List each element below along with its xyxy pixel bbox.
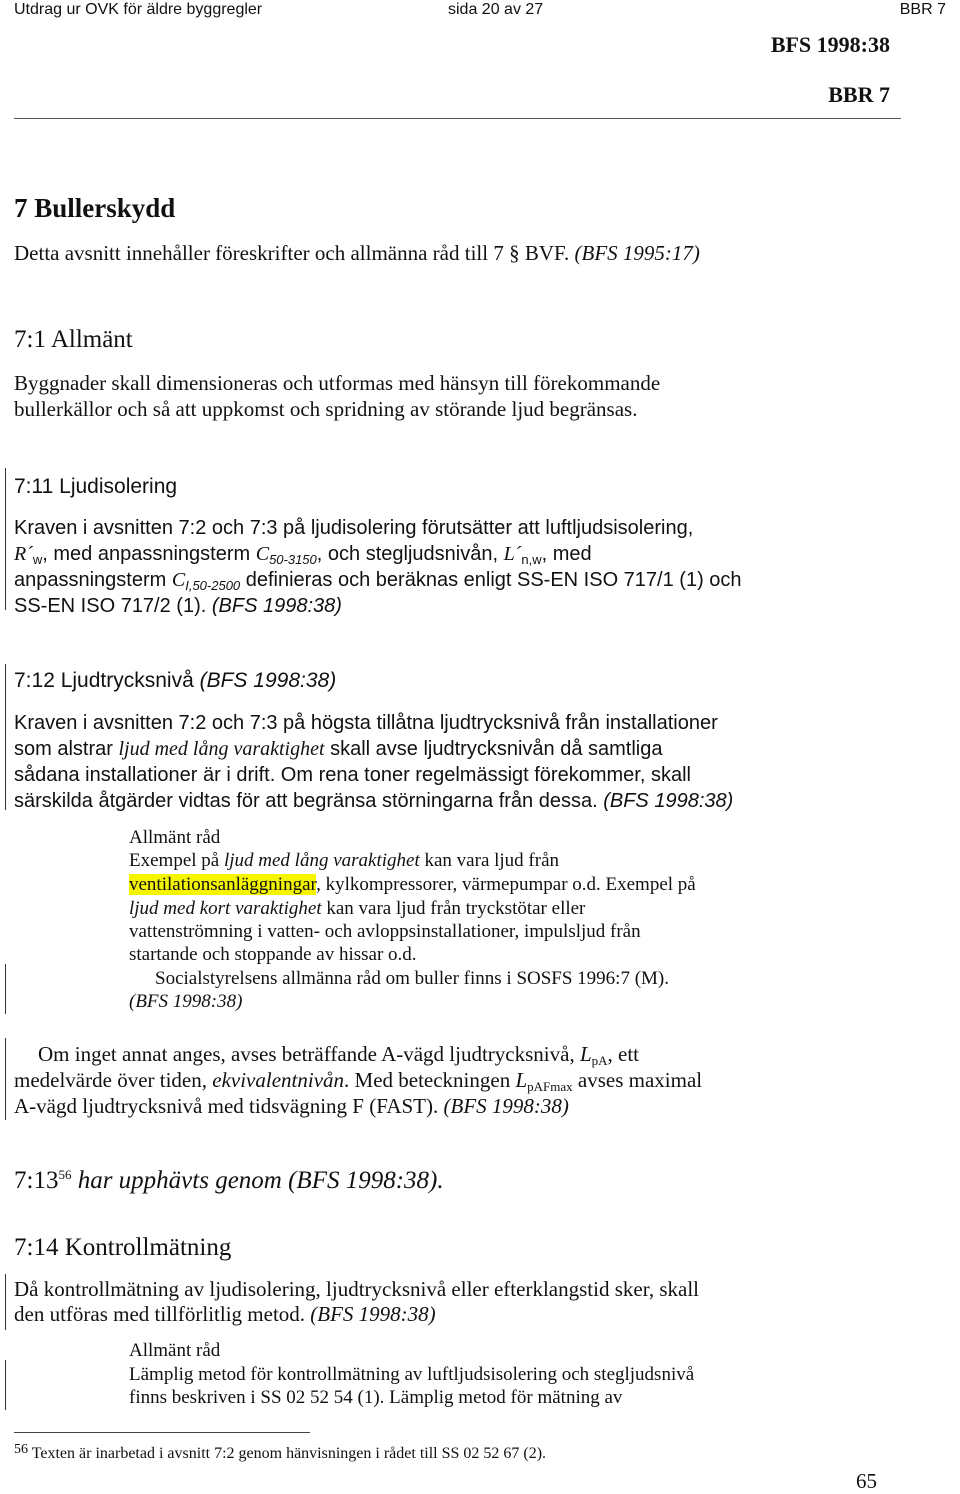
paragraph-line: Kraven i avsnitten 7:2 och 7:3 på högsta tillåtna ljudtrycksnivå från installationer: [14, 712, 718, 734]
header-code: BBR 7: [899, 1, 946, 18]
footnote-rule: [14, 1432, 310, 1433]
section-intro: Detta avsnitt innehåller föreskrifter och allmänna råd till 7 § BVF. (BFS 1995:17): [14, 241, 700, 265]
paragraph-line: som alstrar ljud med lång varaktighet skall avse ljudtrycksnivån då samtliga: [14, 738, 663, 760]
paragraph-line: Byggnader skall dimensioneras och utformas med hänsyn till förekommande: [14, 371, 661, 395]
advice-line: Exempel på ljud med lång varaktighet kan vara ljud från: [129, 850, 560, 871]
paragraph-line: Om inget annat anges, avses beträffande A-vägd ljudtrycksnivå, LpA, ett: [38, 1042, 640, 1068]
change-bar: [5, 664, 6, 810]
advice-line: startande och stoppande av hissar o.d.: [129, 944, 417, 965]
paragraph-line: sådana installationer är i drift. Om rena toner regelmässigt förekommer, skall: [14, 764, 691, 786]
page-number: 65: [856, 1469, 877, 1493]
paragraph-line: SS-EN ISO 717/2 (1). (BFS 1998:38): [14, 595, 342, 617]
header-page-indicator: sida 20 av 27: [448, 1, 544, 18]
advice-line: Socialstyrelsens allmänna råd om buller finns i SOSFS 1996:7 (M).: [155, 968, 670, 989]
paragraph-line: bullerkällor och så att uppkomst och spridning av störande ljud begränsas.: [14, 397, 638, 421]
footnote: 56 Texten är inarbetad i avsnitt 7:2 genom hänvisningen i rådet till SS 02 52 67 (2).: [14, 1442, 547, 1462]
advice-line: Lämplig metod för kontrollmätning av luftljudsisolering och stegljudsnivå: [129, 1364, 695, 1385]
paragraph-line: särskilda åtgärder vidtas för att begränsa störningarna från dessa. (BFS 1998:38): [14, 790, 734, 812]
paragraph-line: anpassningsterm $C_{I,50-2500}$ definieras och beräknas enligt SS-EN ISO 717/1 (1) och: [14, 569, 742, 593]
heading-7-1: 7:1 Allmänt: [14, 326, 133, 353]
paragraph-line: den utföras med tillförlitlig metod. (BFS 1998:38): [14, 1302, 436, 1326]
header-bbr: BBR 7: [828, 82, 890, 107]
highlighted-term: ventilationsanläggningar: [129, 874, 317, 895]
heading-7-11: 7:11 Ljudisolering: [14, 475, 178, 498]
advice-line: ventilationsanläggningar, kylkompressorer, värmepumpar o.d. Exempel på: [129, 874, 696, 895]
change-bar: [5, 468, 6, 610]
advice-heading: Allmänt råd: [129, 1340, 221, 1361]
advice-line: vattenströmning i vatten- och avloppsinstallationer, impulsljud från: [129, 921, 641, 942]
change-bar: [5, 964, 6, 1014]
advice-line: ljud med kort varaktighet kan vara ljud från tryckstötar eller: [129, 898, 586, 919]
advice-line: finns beskriven i SS 02 52 54 (1). Lämplig metod för mätning av: [129, 1387, 623, 1408]
change-bar: [5, 1038, 6, 1120]
paragraph-line: Kraven i avsnitten 7:2 och 7:3 på ljudisolering förutsätter att luftljudsisolering,: [14, 517, 694, 539]
paragraph-line: A-vägd ljudtrycksnivå med tidsvägning F (FAST). (BFS 1998:38): [14, 1094, 569, 1118]
heading-7-14: 7:14 Kontrollmätning: [14, 1234, 232, 1261]
change-bar: [5, 1274, 6, 1330]
header-bfs: BFS 1998:38: [770, 32, 890, 57]
paragraph-line: medelvärde över tiden, ekvivalentnivån. Med beteckningen LpAFmax avses maximal: [14, 1068, 703, 1094]
advice-line: (BFS 1998:38): [129, 991, 243, 1012]
footnote-ref[interactable]: 56: [58, 1167, 72, 1182]
advice-heading: Allmänt råd: [129, 827, 221, 848]
heading-7-13: $7:13^{56}$ har upphävts genom (BFS 1998:38).: [14, 1167, 444, 1194]
header-rule: [14, 118, 901, 119]
change-bar: [5, 1360, 6, 1410]
header-doc-title: Utdrag ur OVK för äldre byggregler: [14, 1, 263, 18]
paragraph-line: Då kontrollmätning av ljudisolering, ljudtrycksnivå eller efterklangstid sker, skall: [14, 1277, 700, 1301]
heading-7-12: 7:12 Ljudtrycksnivå (BFS 1998:38): [14, 669, 337, 692]
section-title: 7 Bullerskydd: [14, 193, 176, 223]
paragraph-line: $R´_w$, med anpassningsterm $C_{50-3150}$, och stegljudsnivån, $L´_{n,w}$, med: [14, 543, 592, 567]
